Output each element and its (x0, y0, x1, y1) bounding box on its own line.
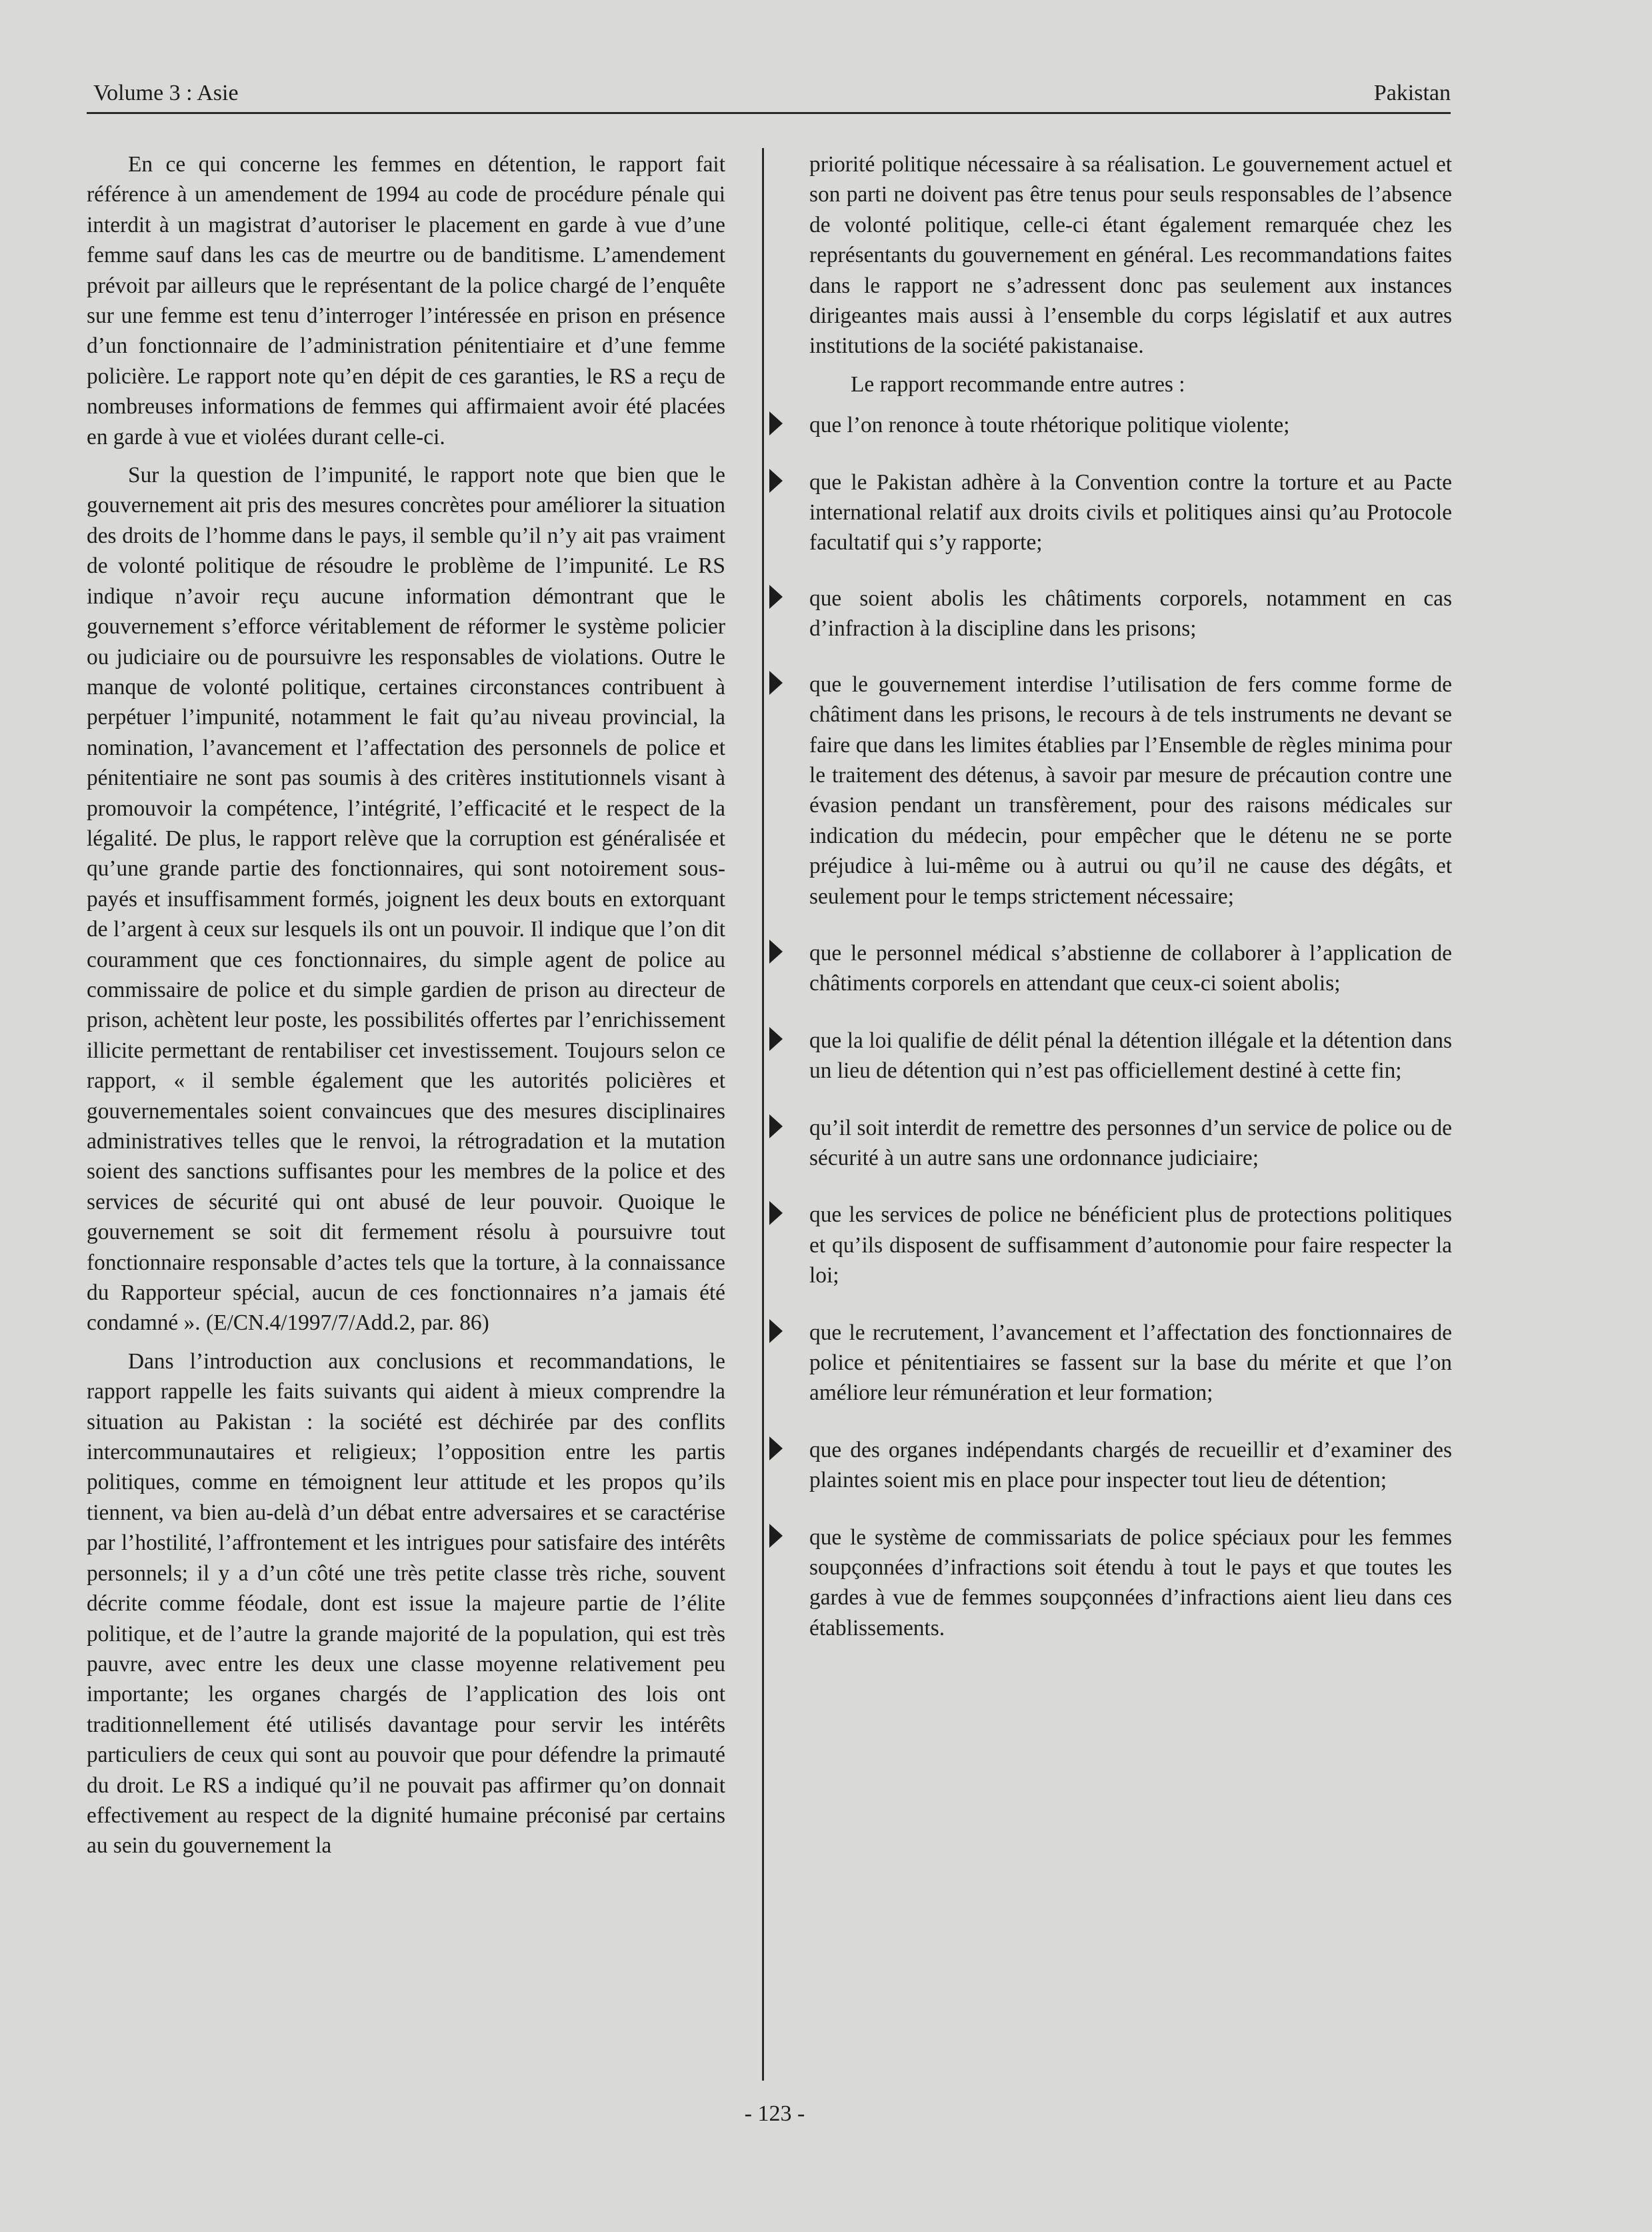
paragraph-continuation: priorité politique nécessaire à sa réalisation. Le gouvernement actuel et son parti ne doivent pas être tenus pour seuls responsables de l’absence de volonté politique, celle-ci étant également remarquée chez les représentants du gouvernement en général. Les recommandations faites dans le rapport ne s’adressent donc pas seulement aux instances dirigeantes mais aussi à l’ensemble du corps législatif et aux autres institutions de la société pakistanaise. (809, 152, 1452, 359)
triangle-bullet-icon (769, 1201, 783, 1225)
list-item-text: que les services de police ne bénéficient plus de protections politiques et qu’ils disposent de suffisamment d’autonomie pour faire respecter la loi; (809, 1202, 1452, 1288)
triangle-bullet-icon (769, 1436, 783, 1460)
triangle-bullet-icon (769, 1319, 783, 1343)
list-item (809, 1522, 1452, 1644)
list-item (809, 670, 1452, 912)
list-item (809, 584, 1452, 644)
paragraph-introduction-conclusions: Dans l’introduction aux conclusions et recommandations, le rapport rappelle les faits suivants qui aident à mieux comprendre la situation au Pakistan : la société est déchirée par des conflits intercommunautaires et religieux; l’opposition entre les partis politiques, comme en témoignent leur attitude et les propos qu’ils tiennent, va bien au-delà d’un débat entre adversaires et se caractérise par l’hostilité, l’affrontement et les intrigues pour satisfaire des intérêts personnels; il y a d’un côté une très petite classe très riche, souvent décrite comme féodale, dont est issue la majeure partie de l’élite politique, et de l’autre la grande majorité de la population, qui est très pauvre, avec entre les deux une classe moyenne relativement peu importante; les organes chargés de l’application des lois ont traditionnellement été utilisés davantage pour servir les intérêts particuliers de ceux qui sont au pouvoir que pour défendre la primauté du droit. Le RS a indiqué qu’il ne pouvait pas affirmer qu’on donnait effectivement au respect de la dignité humaine préconisé par certains au sein du gouvernement la (87, 1348, 725, 1859)
triangle-bullet-icon (769, 1027, 783, 1051)
right-column (809, 149, 1452, 1643)
header-rule (87, 112, 1451, 114)
list-item-text: que le Pakistan adhère à la Convention contre la torture et au Pacte international relatif aux droits civils et politiques ainsi qu’au Protocole facultatif qui s’y rapporte; (809, 469, 1452, 555)
triangle-bullet-icon (769, 671, 783, 695)
list-item (809, 467, 1452, 558)
list-item (809, 1435, 1452, 1496)
triangle-bullet-icon (769, 469, 783, 493)
list-item-text: que le recrutement, l’avancement et l’affectation des fonctionnaires de police et pénitentiaires se fassent sur la base du mérite et que l’on améliore leur rémunération et leur formation; (809, 1320, 1452, 1406)
running-header-volume: Volume 3 : Asie (93, 81, 239, 105)
left-column (87, 149, 725, 1869)
list-item (809, 1113, 1452, 1174)
list-item (809, 1318, 1452, 1408)
list-item-text: que la loi qualifie de délit pénal la détention illégale et la détention dans un lieu de détention qui n’est pas officiellement destiné à cette fin; (809, 1028, 1452, 1084)
list-item-text: que soient abolis les châtiments corporels, notamment en cas d’infraction à la discipline dans les prisons; (809, 586, 1452, 642)
recommendations-lead: Le rapport recommande entre autres : (851, 371, 1185, 397)
column-divider (762, 148, 764, 2081)
list-item-text: que le personnel médical s’abstienne de collaborer à l’application de châtiments corporels en attendant que ceux-ci soient abolis; (809, 940, 1452, 996)
list-item (809, 938, 1452, 999)
running-header-country: Pakistan (1373, 81, 1451, 105)
list-item-text: que des organes indépendants chargés de recueillir et d’examiner des plaintes soient mis en place pour inspecter tout lieu de détention; (809, 1437, 1452, 1493)
list-item-text: que le système de commissariats de police spéciaux pour les femmes soupçonnées d’infractions soit étendu à tout le pays et que toutes les gardes à vue de femmes soupçonnées d’infractions aient lieu dans ces établissements. (809, 1524, 1452, 1640)
triangle-bullet-icon (769, 411, 783, 435)
triangle-bullet-icon (769, 1114, 783, 1138)
paragraph-women-detention: En ce qui concerne les femmes en détention, le rapport fait référence à un amendement de 1994 au code de procédure pénale qui interdit à un magistrat d’autoriser le placement en garde à vue d’une femme sauf dans les cas de meurtre ou de banditisme. L’amendement prévoit par ailleurs que le représentant de la police chargé de l’enquête sur une femme est tenu d’interroger l’intéressée en prison en présence d’un fonctionnaire de l’administration pénitentiaire et d’une femme policière. Le rapport note qu’en dépit de ces garanties, le RS a reçu de nombreuses informations de femmes qui affirmaient avoir été placées en garde à vue et violées durant celle-ci. (87, 152, 725, 449)
list-item-text: que le gouvernement interdise l’utilisation de fers comme forme de châtiment dans les prisons, le recours à de tels instruments ne devant se faire que dans les limites établies par l’Ensemble de règles minima pour le traitement des détenus, à savoir par mesure de précaution contre une évasion pendant un transfèrement, pour des raisons médicales sur indication du médecin, pour empêcher que le détenu ne se porte préjudice à lui-même ou à autrui ou qu’il ne cause des dégâts, et seulement pour le temps strictement nécessaire; (809, 672, 1452, 909)
triangle-bullet-icon (769, 585, 783, 609)
page-number: - 123 - (744, 2101, 805, 2126)
list-item (809, 1026, 1452, 1086)
paragraph-impunity: Sur la question de l’impunité, le rapport note que bien que le gouvernement ait pris des mesures concrètes pour améliorer la situation des droits de l’homme dans le pays, il semble qu’il n’y ait pas vraiment de volonté politique de résoudre le problème de l’impunité. Le RS indique n’avoir reçu aucune information démontrant que le gouvernement s’efforce véritablement de réformer le système policier ou judiciaire ou de poursuivre les responsables de violations. Outre le manque de volonté politique, certaines circonstances contribuent à perpétuer l’impunité, notamment le fait qu’au niveau provincial, la nomination, l’avancement et l’affectation des personnels de police et pénitentiaire ne sont pas soumis à des critères institutionnels visant à promouvoir la compétence, l’intégrité, l’efficacité et le respect de la légalité. De plus, le rapport relève que la corruption est généralisée et qu’une grande partie des fonctionnaires, qui sont notoirement sous-payés et insuffisamment formés, joignent les deux bouts en extorquant de l’argent à ceux sur lesquels ils ont un pouvoir. Il indique que l’on dit couramment que ces fonctionnaires, du simple agent de police au commissaire de police et du simple gardien de prison au directeur de prison, achètent leur poste, les possibilités offertes par l’enrichissement illicite permettant de rentabiliser cet investissement. Toujours selon ce rapport, « il semble également que les autorités policières et gouvernementales soient convaincues que des mesures disciplinaires administratives telles que le renvoi, la rétrogradation et la mutation soient des sanctions suffisantes pour les membres de la police et des services de sécurité qui ont abusé de leur pouvoir. Quoique le gouvernement se soit dit fermement résolu à poursuivre tout fonctionnaire responsable d’actes tels que la torture, à la connaissance du Rapporteur spécial, aucun de ces fonctionnaires n’a jamais été condamné ». (E/CN.4/1997/7/Add.2, par. 86) (87, 463, 725, 1336)
triangle-bullet-icon (769, 1524, 783, 1548)
recommendations-list (809, 410, 1452, 1643)
triangle-bullet-icon (769, 940, 783, 964)
list-item (809, 1200, 1452, 1290)
list-item-text: que l’on renonce à toute rhétorique politique violente; (809, 413, 1290, 438)
list-item (809, 410, 1452, 440)
list-item-text: qu’il soit interdit de remettre des personnes d’un service de police ou de sécurité à un autre sans une ordonnance judiciaire; (809, 1115, 1452, 1170)
